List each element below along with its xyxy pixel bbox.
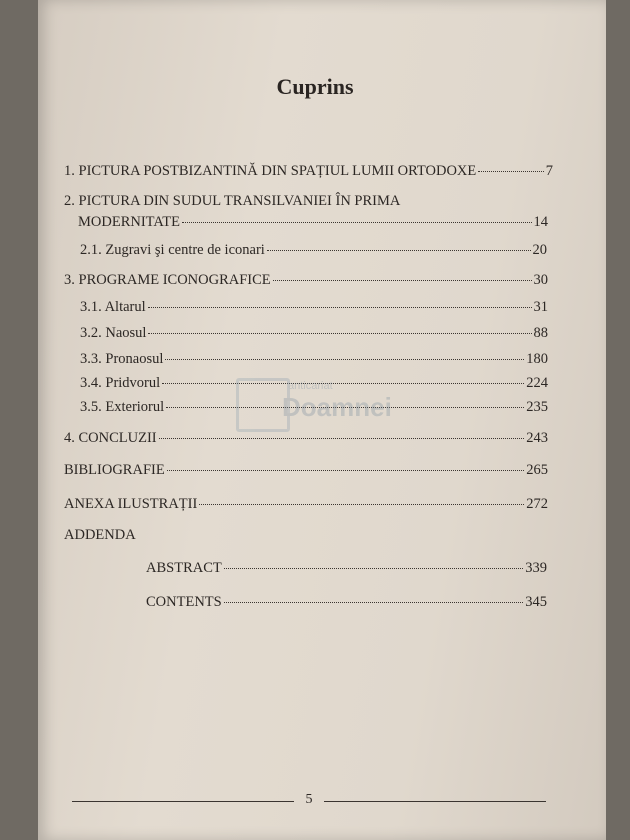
footer-rule-right	[324, 801, 546, 802]
toc-entry-anexa	[64, 496, 548, 513]
dot-leader	[478, 170, 543, 172]
toc-entry-page: 88	[533, 325, 548, 341]
toc-entry-4	[64, 430, 548, 447]
toc-entry-bibliografie	[64, 462, 548, 479]
dot-leader	[199, 503, 524, 505]
dot-leader	[148, 332, 531, 334]
toc-entry-label: 3.5. Exteriorul	[80, 399, 165, 415]
dot-leader	[224, 567, 524, 569]
footer-rule-left	[72, 801, 294, 802]
book-page	[38, 0, 606, 840]
dot-leader	[165, 358, 524, 360]
toc-entry-1	[64, 163, 553, 180]
toc-entry-label: CONTENTS	[146, 594, 222, 610]
toc-entry-abstract	[146, 560, 547, 577]
toc-entry-page: 339	[525, 560, 547, 576]
toc-entry-page: 30	[533, 272, 548, 288]
page-number: 5	[305, 792, 313, 807]
toc-entry-contents	[146, 594, 547, 611]
dot-leader	[148, 306, 532, 308]
toc-entry-label: 3.1. Altarul	[80, 299, 146, 315]
dot-leader	[167, 469, 525, 471]
page-title: Cuprins	[276, 74, 354, 99]
dot-leader	[273, 279, 532, 281]
toc-entry-2	[78, 214, 548, 231]
toc-entry-page: 235	[526, 399, 548, 415]
toc-entry-label: BIBLIOGRAFIE	[64, 462, 165, 478]
toc-entry-3-4	[80, 375, 548, 392]
toc-entry-3-5	[80, 399, 548, 416]
toc-entry-addenda: ADDENDA	[64, 527, 136, 543]
toc-entry-label: 2.1. Zugravi şi centre de iconari	[80, 242, 265, 258]
toc-entry-label: 4. CONCLUZII	[64, 430, 157, 446]
watermark-big-text: Doamnei	[282, 392, 392, 422]
toc-entry-3-2	[80, 325, 548, 342]
toc-entry-page: 243	[526, 430, 548, 446]
dot-leader	[224, 601, 524, 603]
toc-entry-label: MODERNITATE	[78, 214, 180, 230]
dot-leader	[166, 406, 524, 408]
toc-entry-label: 3.2. Naosul	[80, 325, 147, 341]
toc-entry-label: 3. PROGRAME ICONOGRAFICE	[64, 272, 271, 288]
toc-entry-page: 345	[525, 594, 547, 610]
toc-entry-label: 3.3. Pronaosul	[80, 351, 164, 367]
watermark-small-text: anticariat	[288, 380, 333, 392]
toc-entry-page: 180	[526, 351, 548, 367]
toc-entry-label: ANEXA ILUSTRAȚII	[64, 496, 198, 512]
dot-leader	[159, 437, 525, 439]
toc-entry-2-line1: 2. PICTURA DIN SUDUL TRANSILVANIEI ÎN PRIMA	[64, 193, 401, 209]
toc-entry-page: 272	[526, 496, 548, 512]
toc-entry-page: 265	[526, 462, 548, 478]
toc-entry-page: 224	[526, 375, 548, 391]
dot-leader	[162, 382, 524, 384]
toc-entry-2-1	[80, 242, 547, 259]
toc-entry-label: ABSTRACT	[146, 560, 222, 576]
page-footer	[0, 792, 630, 812]
toc-entry-label: 1. PICTURA POSTBIZANTINĂ DIN SPAȚIUL LUMII ORTODOXE	[64, 163, 477, 179]
toc-entry-page: 20	[532, 242, 547, 258]
toc-entry-page: 7	[545, 163, 553, 179]
toc-entry-label: 3.4. Pridvorul	[80, 375, 161, 391]
toc-entry-3	[64, 272, 548, 289]
dot-leader	[182, 221, 532, 223]
dot-leader	[267, 249, 531, 251]
toc-entry-3-3	[80, 351, 548, 368]
toc-entry-3-1	[80, 299, 548, 316]
toc-entry-page: 14	[533, 214, 548, 230]
toc-entry-page: 31	[533, 299, 548, 315]
